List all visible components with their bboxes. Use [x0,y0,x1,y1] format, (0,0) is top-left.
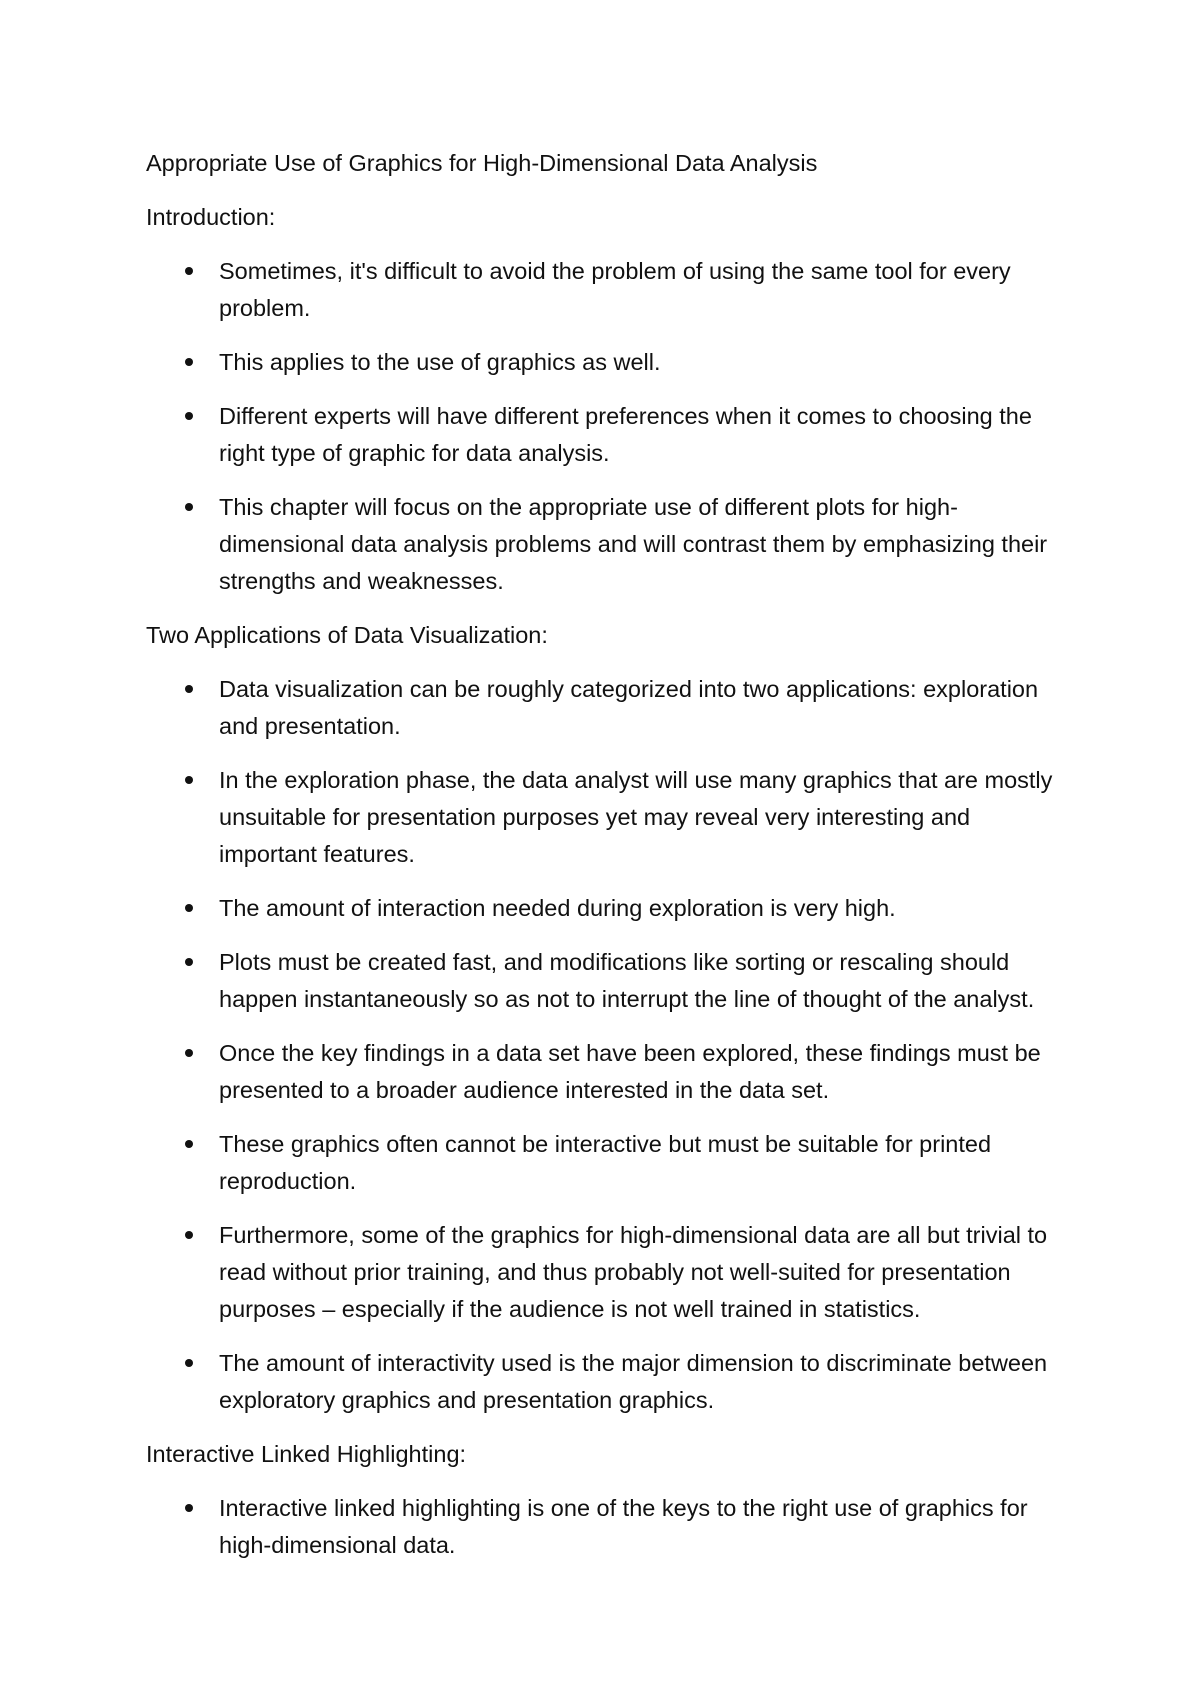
bullet-item: Furthermore, some of the graphics for high-dimensional data are all but trivial to read without prior training, and thus probably not well-suited for presentation purposes – especially if the audience is not well trained in statistics. [146,1217,1066,1328]
bullet-item: These graphics often cannot be interactive but must be suitable for printed reproduction. [146,1126,1066,1200]
two-applications-bullet-list [146,671,1066,1419]
document-page [146,145,1066,1581]
section-heading-introduction: Introduction: [146,204,276,230]
bullet-item: Data visualization can be roughly categorized into two applications: exploration and presentation. [146,671,1066,745]
bullet-item: Once the key findings in a data set have been explored, these findings must be presented to a broader audience interested in the data set. [146,1035,1066,1109]
section-heading-two-applications: Two Applications of Data Visualization: [146,622,548,648]
introduction-bullet-list [146,253,1066,600]
bullet-item: Plots must be created fast, and modifications like sorting or rescaling should happen instantaneously so as not to interrupt the line of thought of the analyst. [146,944,1066,1018]
section-heading-interactive-linked-highlighting: Interactive Linked Highlighting: [146,1441,467,1467]
bullet-item: The amount of interactivity used is the major dimension to discriminate between exploratory graphics and presentation graphics. [146,1345,1066,1419]
bullet-item: Different experts will have different preferences when it comes to choosing the right type of graphic for data analysis. [146,398,1066,472]
bullet-item: The amount of interaction needed during exploration is very high. [146,890,1066,927]
interactive-highlighting-bullet-list [146,1490,1066,1564]
bullet-item: Interactive linked highlighting is one of the keys to the right use of graphics for high-dimensional data. [146,1490,1066,1564]
bullet-item: This applies to the use of graphics as well. [146,344,1066,381]
bullet-item: In the exploration phase, the data analyst will use many graphics that are mostly unsuitable for presentation purposes yet may reveal very interesting and important features. [146,762,1066,873]
bullet-item: Sometimes, it's difficult to avoid the problem of using the same tool for every problem. [146,253,1066,327]
document-title: Appropriate Use of Graphics for High-Dimensional Data Analysis [146,150,818,176]
bullet-item: This chapter will focus on the appropriate use of different plots for high-dimensional data analysis problems and will contrast them by emphasizing their strengths and weaknesses. [146,489,1066,600]
